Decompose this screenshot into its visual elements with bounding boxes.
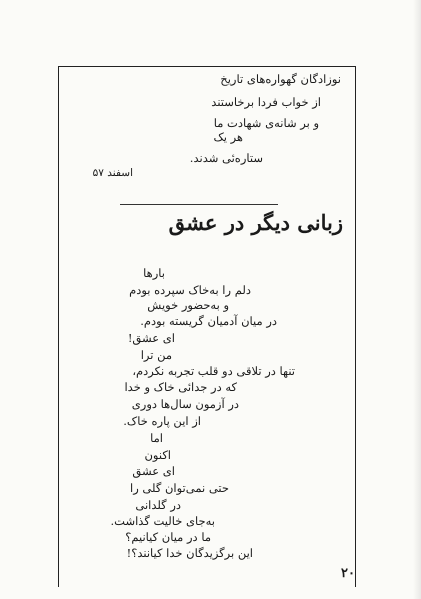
poem-line: بارها — [143, 266, 165, 280]
scan-edge — [413, 0, 421, 599]
poem-line: اما — [150, 431, 163, 445]
poem-line: در میان آدمیان گریسته بودم. — [140, 314, 277, 328]
poem-line: تنها در تلاقی دو قلب تجربه نکردم، — [132, 364, 295, 378]
poem-line: ای عشق — [132, 464, 175, 478]
poem-line: به‌جای خالیت گذاشت. — [110, 514, 215, 528]
poem-line: و به‌حضور خویش — [147, 298, 229, 312]
poem-line: این برگزیدگان خدا کیانند؟! — [126, 546, 253, 560]
poem-line: من ترا — [140, 348, 172, 362]
poem-title: زبانی دیگر در عشق — [168, 210, 343, 235]
poem-date: اسفند ۵۷ — [92, 167, 133, 179]
top-poem-line-5: ستاره‌ئی شدند. — [189, 151, 263, 165]
top-poem-line-3: و بر شانه‌ی شهادت ما — [213, 116, 319, 130]
poem-line: ای عشق! — [127, 331, 175, 345]
top-poem-line-4: هر یک — [213, 130, 243, 144]
poem-line: که در جدائی خاک و خدا — [124, 380, 237, 394]
poem-line: حتی نمی‌توان گلی را — [130, 481, 229, 495]
poem-line: در گلدانی — [135, 498, 181, 512]
top-poem-line-1: نوزادگان گهواره‌های تاریخ — [220, 72, 341, 86]
top-poem-line-2: از خواب فردا برخاستند — [211, 95, 321, 109]
poem-line: ما در میان کیانیم؟ — [125, 530, 211, 544]
section-divider — [120, 204, 278, 205]
poem-line: از این پاره خاک. — [123, 414, 201, 428]
poem-line: اکنون — [144, 448, 171, 462]
page-number: ۲۰ — [341, 566, 355, 581]
poem-line: دلم را به‌خاک سپرده بودم — [129, 283, 251, 297]
poem-line: در آزمون سال‌ها دوری — [131, 397, 239, 411]
